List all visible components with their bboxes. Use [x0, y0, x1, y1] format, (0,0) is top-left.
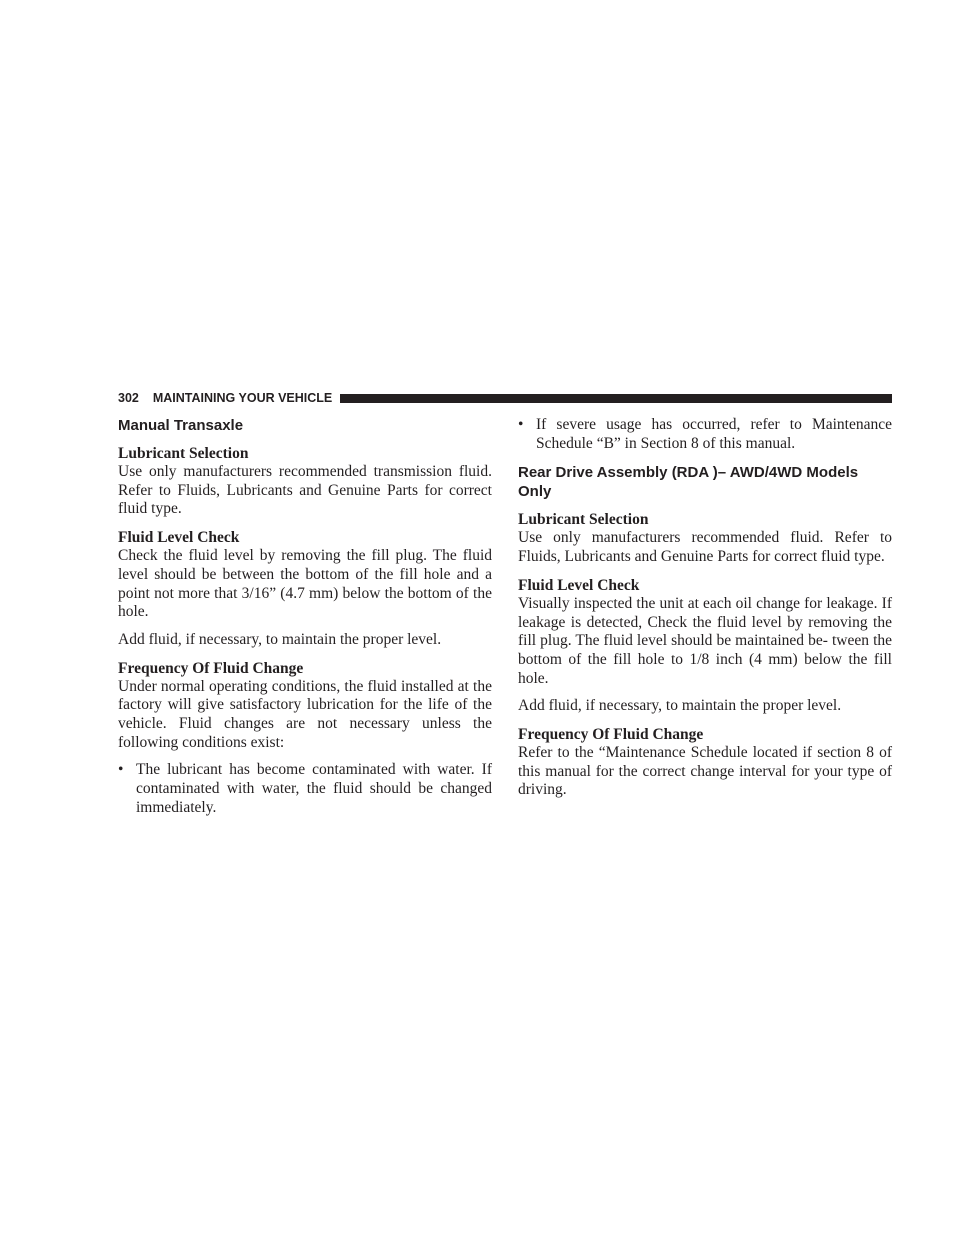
list-item-text: The lubricant has become contaminated with water. If contaminated with water, the fluid should be changed immediately.	[136, 761, 492, 816]
bullet-icon: •	[518, 416, 524, 433]
left-column	[118, 416, 492, 827]
manual-transaxle-heading: Manual Transaxle	[118, 417, 244, 434]
conditions-list	[118, 761, 492, 817]
frequency-text: Refer to the “Maintenance Schedule located if section 8 of this manual for the correct change interval for your type of driving.	[518, 744, 892, 799]
header-rule	[340, 394, 892, 403]
add-fluid-text: Add fluid, if necessary, to maintain the proper level.	[118, 630, 442, 648]
lubricant-selection-section	[518, 510, 892, 566]
list-item-text: If severe usage has occurred, refer to Maintenance Schedule “B” in Section 8 of this manual.	[536, 416, 892, 452]
frequency-heading: Frequency Of Fluid Change	[518, 726, 704, 744]
lubricant-selection-text: Use only manufacturers recommended fluid. Refer to Fluids, Lubricants and Genuine Parts for correct fluid type.	[518, 529, 892, 566]
bullet-icon: •	[118, 761, 124, 779]
page-number: 302	[118, 391, 139, 405]
frequency-text: Under normal operating conditions, the fluid installed at the factory will give satisfactory lubrication for the life of the vehicle. Fluid changes are not necessary unless the following conditions exist:	[118, 677, 492, 751]
lubricant-selection-heading: Lubricant Selection	[518, 511, 649, 529]
fluid-level-check-text: Check the fluid level by removing the fill plug. The fluid level should be between the bottom of the fill hole and a point not more that 3/16” (4.7 mm) below the bottom of the hole.	[118, 547, 492, 621]
fluid-level-check-section	[118, 528, 492, 622]
frequency-section	[118, 659, 492, 753]
fluid-level-check-heading: Fluid Level Check	[518, 576, 640, 594]
rear-drive-assembly-heading: Rear Drive Assembly (RDA )– AWD/4WD Models Only	[518, 464, 859, 501]
fluid-level-check-text: Visually inspected the unit at each oil change for leakage. If leakage is detected, Check the fluid level by removing the fill plug. The fluid level should be maintained be- tween the bottom of the fill hole to 1/8 inch (4 mm) below the fill hole.	[518, 594, 892, 687]
frequency-heading: Frequency Of Fluid Change	[118, 659, 304, 677]
lubricant-selection-text: Use only manufacturers recommended transmission fluid. Refer to Fluids, Lubricants and Genuine Parts for correct fluid type.	[118, 463, 492, 518]
frequency-section	[518, 725, 892, 800]
fluid-level-check-section	[518, 576, 892, 689]
list-item	[118, 761, 492, 817]
conditions-list-continued	[518, 416, 892, 453]
list-item	[518, 416, 892, 453]
page-header	[118, 389, 892, 407]
lubricant-selection-section	[118, 444, 492, 519]
right-column	[518, 416, 892, 809]
fluid-level-check-heading: Fluid Level Check	[118, 529, 240, 547]
section-title: MAINTAINING YOUR VEHICLE	[152, 391, 333, 405]
add-fluid-text: Add fluid, if necessary, to maintain the proper level.	[518, 697, 842, 715]
lubricant-selection-heading: Lubricant Selection	[118, 445, 249, 462]
